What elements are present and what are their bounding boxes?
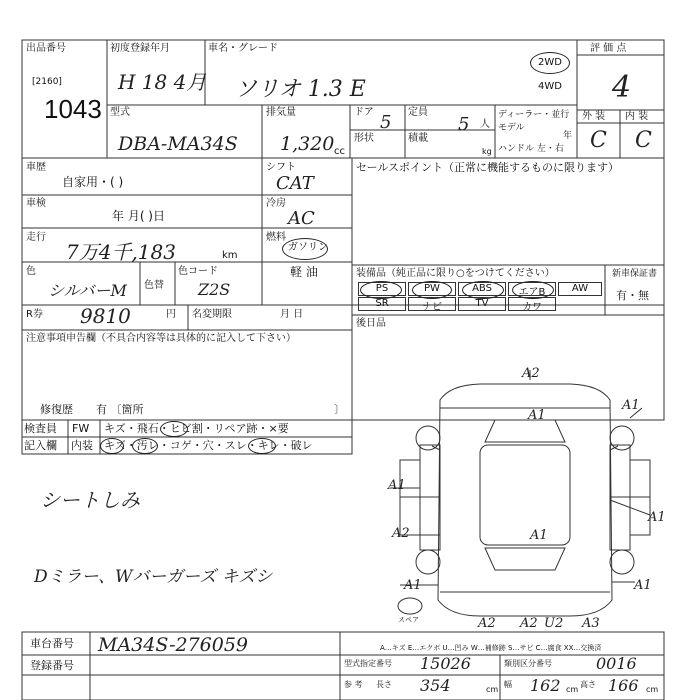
mileage-label: 走行 [26, 232, 46, 243]
mark-rear-right: A3 [582, 616, 600, 631]
mileage-unit: km [222, 250, 238, 261]
notes-label: 注意事項申告欄（不具合内容等は具体的に記入して下さい） [26, 333, 296, 344]
color-code-label: 色コード [178, 266, 218, 277]
color-value: シルバーM [48, 281, 127, 300]
interior-value: C [635, 128, 652, 153]
type-cert-value: 15026 [420, 654, 471, 673]
ref-label: 参 考 [344, 680, 363, 689]
circle-chip [160, 421, 188, 437]
mark-left-rear-door: A2 [392, 526, 410, 541]
model-label: 型式 [110, 107, 130, 118]
equip-abs: ABS [458, 282, 506, 296]
r-ticket-label: R券 [26, 309, 43, 320]
mark-rear-left: A2 [478, 616, 496, 631]
equip-navi: ナビ [408, 297, 456, 311]
sales-point-label: セールスポイント（正常に機能するものに限ります） [356, 161, 620, 174]
circle-airbag [512, 281, 554, 299]
handwritten-note-2: Dミラー、Wバーガーズ キズシ [34, 567, 273, 587]
lot-label: 出品番号 [26, 43, 66, 54]
capacity-unit: 人 [480, 119, 490, 130]
mark-right-door: A1 [648, 510, 666, 525]
doors-label: ドア [354, 107, 374, 118]
name-change-label: 名変期限 [192, 309, 232, 320]
circle-stain [132, 438, 158, 454]
mark-right-rear: A1 [634, 578, 652, 593]
height-value: 166 [608, 676, 639, 695]
model-year-suffix: 年 [563, 131, 573, 141]
length-value: 354 [420, 676, 451, 695]
fw-label: FW [72, 422, 90, 435]
mark-rear-center: A2 [520, 616, 538, 631]
color-change-label: 色替 [144, 280, 164, 291]
doors-value: 5 [380, 112, 392, 133]
height-unit: cm [646, 685, 659, 694]
color-code-value: Z2S [198, 280, 231, 299]
fw-items: キズ・飛石・ヒビ割・リペア跡・×要 [104, 422, 289, 435]
load-label: 積載 [408, 133, 428, 144]
first-reg-label: 初度登録年月 [110, 43, 170, 54]
shape-label: 形状 [354, 133, 374, 144]
equip-airbag: エアB [508, 282, 556, 296]
equipment-label: 装備品（純正品に限り○をつけてください） [356, 268, 555, 279]
drive-4wd: 4WD [538, 81, 562, 92]
drive-2wd: 2WD [538, 57, 562, 68]
equip-sr: SR [358, 297, 406, 311]
score-label: 評 価 点 [590, 43, 627, 54]
color-label: 色 [26, 266, 36, 277]
model-value: DBA-MA34S [118, 133, 238, 155]
inspector-label-2: 記入欄 [24, 439, 57, 452]
exterior-value: C [590, 128, 607, 153]
circle-ps [360, 281, 402, 299]
mark-roof-front: A2 [522, 366, 540, 381]
ac-value: AC [288, 208, 315, 229]
fuel-gas: ガソリン [288, 242, 328, 253]
circle-abs [462, 281, 504, 299]
car-name-label: 車名・グレード [208, 43, 278, 54]
repair-label: 修復歴 [40, 403, 73, 416]
inspection-value: 年 月( )日 [112, 209, 165, 223]
category-value: 0016 [596, 654, 637, 673]
lot-code: [2160] [32, 77, 62, 87]
mark-left-door: A1 [388, 478, 406, 493]
mark-hood: A1 [528, 408, 546, 423]
height-label: 高さ [580, 680, 596, 689]
mark-right-front: A1 [622, 398, 640, 413]
interior-items: キズ・汚レ・コゲ・穴・スレ・キレ・破レ [104, 439, 313, 452]
history-label: 車歴 [26, 162, 46, 173]
repair-end: 〕 [334, 403, 345, 416]
width-label: 幅 [504, 680, 512, 689]
dealer-label: ディーラー・並行 [498, 110, 570, 120]
length-unit: cm [486, 685, 499, 694]
legend: A…キズ E…エクボ U…凹み W…補修跡 S…サビ C…腐食 XX…交換済 [380, 644, 602, 652]
length-label: 長さ [376, 680, 392, 689]
first-reg-value: H 18 4月 [118, 70, 207, 94]
delivery-label: 後日品 [356, 318, 386, 329]
circle-scratch [100, 438, 124, 454]
equip-aw: AW [558, 282, 602, 296]
name-change-value: 月 日 [280, 309, 304, 320]
chassis-value: MA34S-276059 [98, 634, 249, 656]
inspection-label: 車検 [26, 198, 46, 209]
shift-value: CAT [276, 173, 314, 194]
repair-value: 有 〔箇所 [96, 403, 144, 416]
inspector-label-1: 検査員 [24, 422, 57, 435]
handwritten-note-1: シートしみ [40, 488, 140, 512]
chassis-label: 車台番号 [30, 637, 74, 650]
displacement-value: 1,320 [280, 133, 335, 155]
capacity-value: 5 [458, 114, 470, 135]
equip-pw: PW [408, 282, 456, 296]
warranty-label: 新車保証書 [612, 269, 658, 279]
interior-label: 内 装 [625, 111, 649, 122]
fuel-label: 燃料 [266, 232, 286, 243]
interior-row-label: 内装 [71, 439, 93, 452]
displacement-unit: cc [334, 146, 345, 157]
mark-left-rear: A1 [404, 578, 422, 593]
capacity-label: 定員 [408, 107, 428, 118]
equip-leather: カワ [508, 297, 556, 311]
mark-roof: A1 [530, 528, 548, 543]
shift-label: シフト [266, 162, 296, 173]
handle-label: ハンドル 左・右 [498, 144, 564, 154]
width-value: 162 [530, 676, 561, 695]
r-ticket-unit: 円 [166, 309, 176, 320]
lot-number: 1043 [44, 94, 102, 124]
category-label: 類別区分番号 [504, 659, 552, 668]
equip-tv: TV [458, 297, 506, 311]
circle-pw [412, 281, 452, 299]
reg-label: 登録番号 [30, 659, 74, 672]
width-unit: cm [566, 685, 579, 694]
warranty-value: 有・無 [616, 289, 649, 302]
score-value: 4 [612, 70, 632, 105]
exterior-label: 外 装 [582, 111, 606, 122]
car-name-value: ソリオ 1.3 E [235, 77, 366, 102]
equip-ps: PS [358, 282, 406, 296]
type-cert-label: 型式指定番号 [344, 659, 392, 668]
displacement-label: 排気量 [266, 107, 296, 118]
spare-label: スペア [398, 616, 419, 624]
load-unit: kg [482, 147, 492, 156]
fuel-light: 軽 油 [290, 265, 318, 279]
circle-wear [248, 438, 276, 454]
mark-rear-u2: U2 [544, 616, 564, 631]
r-ticket-value: 9810 [80, 304, 131, 328]
history-value: 自家用・( ) [62, 175, 124, 189]
model-year-label: モデル [498, 123, 525, 133]
mileage-value: 7万4千,183 [66, 240, 176, 264]
ac-label: 冷房 [266, 198, 286, 209]
